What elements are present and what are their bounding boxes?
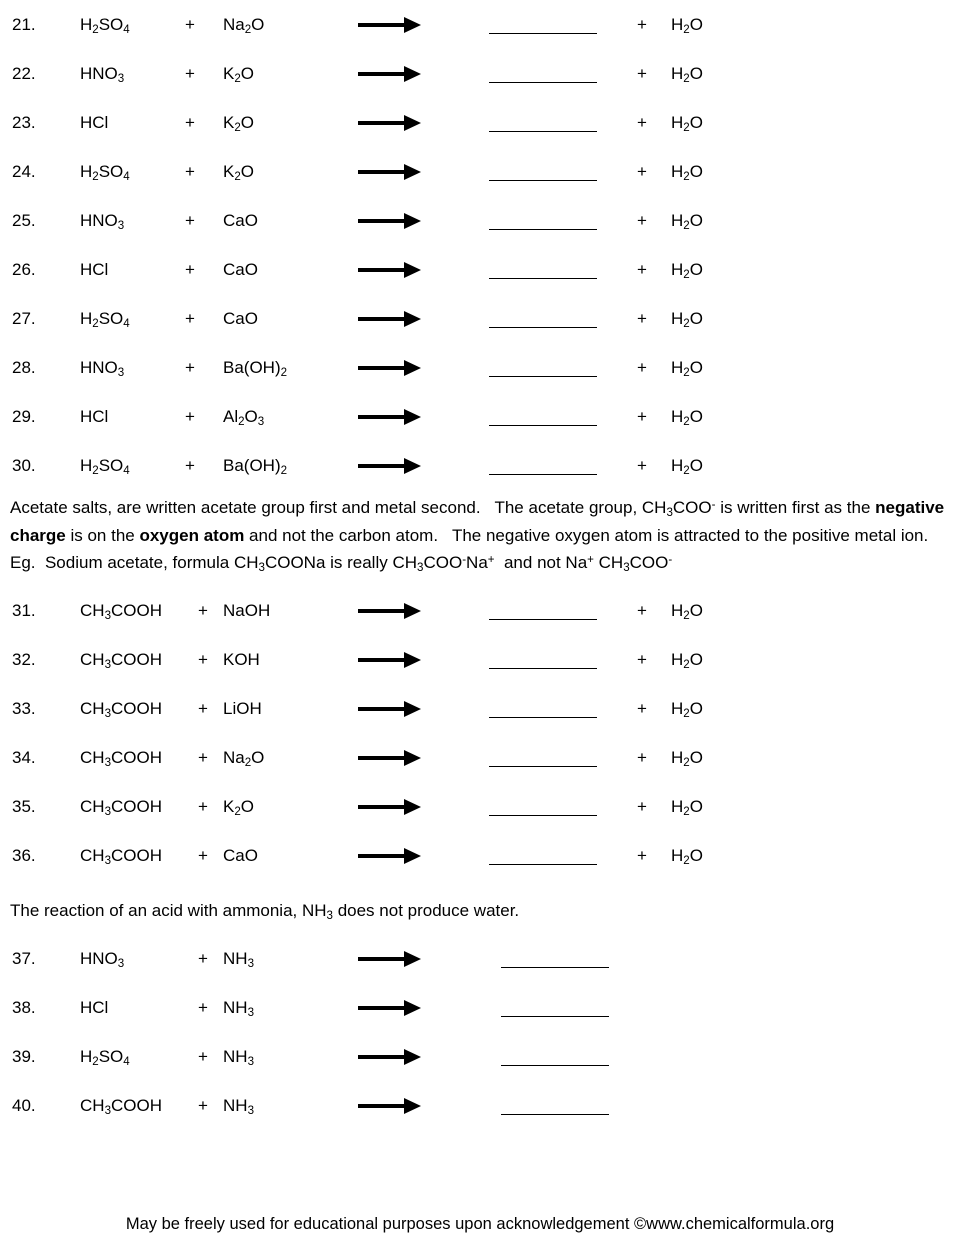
reactant-base: $NH_3$ bbox=[223, 997, 254, 1019]
reactant-acid: HCl bbox=[80, 112, 109, 132]
answer-blank[interactable] bbox=[473, 798, 613, 816]
reactant-acid: $CH_3COOH$ bbox=[80, 1095, 162, 1117]
product-water: $H_2O$ bbox=[671, 63, 703, 85]
equation-row bbox=[8, 587, 952, 636]
acetate-note-sentence-5: the positive metal ion. Eg. Sodium acetate, formula $CH_3COONa$ is really $CH_3COO^-Na^+$ and not Na+ $CH_3COO^-$ bbox=[10, 525, 933, 575]
product-water: $H_2O$ bbox=[671, 357, 703, 379]
reactant-acid: $HNO_3$ bbox=[80, 357, 125, 379]
product-water: $H_2O$ bbox=[671, 650, 703, 672]
answer-blank[interactable] bbox=[473, 847, 613, 865]
arrow-icon bbox=[358, 1001, 422, 1015]
answer-blank[interactable] bbox=[473, 700, 613, 718]
plus-sign: + bbox=[185, 455, 195, 475]
reaction-arrow bbox=[358, 751, 473, 765]
reactant-acid: $HNO_3$ bbox=[80, 948, 125, 970]
plus-sign: + bbox=[185, 357, 195, 377]
arrow-icon bbox=[358, 361, 422, 375]
product-water: $H_2O$ bbox=[671, 455, 703, 477]
reaction-arrow bbox=[358, 952, 473, 966]
reactant-base: CaO bbox=[223, 210, 258, 230]
reaction-arrow bbox=[358, 800, 473, 814]
answer-blank[interactable] bbox=[473, 65, 613, 83]
answer-blank[interactable] bbox=[473, 163, 613, 181]
arrow-icon bbox=[358, 410, 422, 424]
reactant-base: $K_2O$ bbox=[223, 797, 254, 819]
reactant-base: NaOH bbox=[223, 601, 271, 621]
equation-row bbox=[8, 934, 952, 983]
plus-sign: + bbox=[198, 846, 208, 866]
reactant-acid: $H_2SO_4$ bbox=[80, 1046, 130, 1068]
ammonia-note-text: The reaction of an acid with ammonia, $NH_3$ does not produce water. bbox=[10, 900, 520, 922]
equation-row bbox=[8, 636, 952, 685]
equation-row bbox=[8, 147, 952, 196]
equation-number: 26. bbox=[12, 259, 36, 279]
reaction-arrow bbox=[358, 410, 473, 424]
reaction-arrow bbox=[358, 849, 473, 863]
equation-number: 38. bbox=[12, 997, 36, 1017]
equation-number: 28. bbox=[12, 357, 36, 377]
equation-row bbox=[8, 98, 952, 147]
equation-number: 21. bbox=[12, 14, 36, 34]
answer-blank[interactable] bbox=[473, 408, 613, 426]
arrow-icon bbox=[358, 702, 422, 716]
reaction-arrow bbox=[358, 1099, 473, 1113]
plus-sign: + bbox=[198, 1046, 208, 1066]
product-water: $H_2O$ bbox=[671, 259, 703, 281]
equation-number: 25. bbox=[12, 210, 36, 230]
equation-number: 32. bbox=[12, 650, 36, 670]
reactant-acid: $H_2SO_4$ bbox=[80, 455, 130, 477]
plus-sign: + bbox=[637, 63, 647, 83]
plus-sign: + bbox=[637, 797, 647, 817]
reactant-acid: $HNO_3$ bbox=[80, 210, 125, 232]
equation-number: 24. bbox=[12, 161, 36, 181]
reactant-acid: $CH_3COOH$ bbox=[80, 846, 162, 868]
acetate-note-sentence-2: The acetate group, $CH_3COO^-$ is written first as bbox=[494, 498, 843, 520]
product-water: $H_2O$ bbox=[671, 601, 703, 623]
plus-sign: + bbox=[637, 846, 647, 866]
plus-sign: + bbox=[198, 1095, 208, 1115]
answer-blank[interactable] bbox=[473, 999, 641, 1017]
reactant-acid: $H_2SO_4$ bbox=[80, 14, 130, 36]
arrow-icon bbox=[358, 604, 422, 618]
reaction-arrow bbox=[358, 459, 473, 473]
plus-sign: + bbox=[185, 14, 195, 34]
arrow-icon bbox=[358, 751, 422, 765]
plus-sign: + bbox=[637, 748, 647, 768]
reactant-acid: $CH_3COOH$ bbox=[80, 601, 162, 623]
reactant-base: $NH_3$ bbox=[223, 1095, 254, 1117]
plus-sign: + bbox=[198, 699, 208, 719]
equation-row bbox=[8, 294, 952, 343]
equation-section-acetate bbox=[8, 587, 952, 881]
reaction-arrow bbox=[358, 653, 473, 667]
equation-row bbox=[8, 196, 952, 245]
reactant-base: KOH bbox=[223, 650, 260, 670]
product-water: $H_2O$ bbox=[671, 14, 703, 36]
answer-blank[interactable] bbox=[473, 310, 613, 328]
plus-sign: + bbox=[185, 63, 195, 83]
equation-number: 40. bbox=[12, 1095, 36, 1115]
answer-blank[interactable] bbox=[473, 1097, 641, 1115]
plus-sign: + bbox=[198, 948, 208, 968]
arrow-icon bbox=[358, 263, 422, 277]
answer-blank[interactable] bbox=[473, 16, 613, 34]
reaction-arrow bbox=[358, 1001, 473, 1015]
reactant-base: $Ba(OH)_2$ bbox=[223, 455, 288, 477]
equation-section-ammonia bbox=[8, 934, 952, 1130]
equation-row bbox=[8, 1032, 952, 1081]
equation-number: 31. bbox=[12, 601, 36, 621]
reactant-base: CaO bbox=[223, 259, 258, 279]
reaction-arrow bbox=[358, 67, 473, 81]
reactant-acid: HCl bbox=[80, 259, 109, 279]
reactant-base: $K_2O$ bbox=[223, 112, 254, 134]
acetate-note-sentence-1: Acetate salts, are written acetate group first and metal second. bbox=[10, 498, 481, 517]
equation-row bbox=[8, 0, 952, 49]
equation-row bbox=[8, 343, 952, 392]
equation-row bbox=[8, 441, 952, 490]
reaction-arrow bbox=[358, 18, 473, 32]
equation-section-oxides bbox=[8, 0, 952, 490]
equation-number: 33. bbox=[12, 699, 36, 719]
plus-sign: + bbox=[198, 997, 208, 1017]
reaction-arrow bbox=[358, 702, 473, 716]
plus-sign: + bbox=[637, 357, 647, 377]
equation-row bbox=[8, 392, 952, 441]
arrow-icon bbox=[358, 214, 422, 228]
plus-sign: + bbox=[637, 14, 647, 34]
arrow-icon bbox=[358, 849, 422, 863]
arrow-icon bbox=[358, 18, 422, 32]
equation-number: 39. bbox=[12, 1046, 36, 1066]
reactant-acid: HCl bbox=[80, 406, 109, 426]
equation-number: 34. bbox=[12, 748, 36, 768]
plus-sign: + bbox=[637, 650, 647, 670]
plus-sign: + bbox=[637, 601, 647, 621]
equation-row bbox=[8, 734, 952, 783]
equation-row bbox=[8, 832, 952, 881]
plus-sign: + bbox=[198, 650, 208, 670]
equation-number: 29. bbox=[12, 406, 36, 426]
arrow-icon bbox=[358, 653, 422, 667]
reaction-arrow bbox=[358, 165, 473, 179]
answer-blank[interactable] bbox=[473, 359, 613, 377]
arrow-icon bbox=[358, 1099, 422, 1113]
reactant-base: $K_2O$ bbox=[223, 161, 254, 183]
product-water: $H_2O$ bbox=[671, 748, 703, 770]
plus-sign: + bbox=[198, 601, 208, 621]
plus-sign: + bbox=[637, 112, 647, 132]
answer-blank[interactable] bbox=[473, 1048, 641, 1066]
reactant-acid: $CH_3COOH$ bbox=[80, 650, 162, 672]
reaction-arrow bbox=[358, 361, 473, 375]
equation-row bbox=[8, 49, 952, 98]
product-water: $H_2O$ bbox=[671, 699, 703, 721]
product-water: $H_2O$ bbox=[671, 308, 703, 330]
equation-number: 36. bbox=[12, 846, 36, 866]
reactant-acid: $CH_3COOH$ bbox=[80, 748, 162, 770]
equation-number: 23. bbox=[12, 112, 36, 132]
reactant-base: CaO bbox=[223, 308, 258, 328]
product-water: $H_2O$ bbox=[671, 846, 703, 868]
arrow-icon bbox=[358, 1050, 422, 1064]
arrow-icon bbox=[358, 165, 422, 179]
reaction-arrow bbox=[358, 214, 473, 228]
page-footer: May be freely used for educational purposes upon acknowledgement ©www.chemicalformula.org bbox=[125, 1215, 835, 1233]
answer-blank[interactable] bbox=[473, 950, 641, 968]
equation-row bbox=[8, 983, 952, 1032]
answer-blank[interactable] bbox=[473, 602, 613, 620]
equation-row bbox=[8, 245, 952, 294]
arrow-icon bbox=[358, 952, 422, 966]
plus-sign: + bbox=[198, 748, 208, 768]
reaction-arrow bbox=[358, 116, 473, 130]
plus-sign: + bbox=[185, 308, 195, 328]
plus-sign: + bbox=[185, 259, 195, 279]
plus-sign: + bbox=[637, 259, 647, 279]
arrow-icon bbox=[358, 312, 422, 326]
arrow-icon bbox=[358, 459, 422, 473]
plus-sign: + bbox=[637, 308, 647, 328]
reaction-arrow bbox=[358, 1050, 473, 1064]
plus-sign: + bbox=[198, 797, 208, 817]
product-water: $H_2O$ bbox=[671, 406, 703, 428]
answer-blank[interactable] bbox=[473, 457, 613, 475]
plus-sign: + bbox=[637, 406, 647, 426]
reaction-arrow bbox=[358, 263, 473, 277]
reactant-acid: $H_2SO_4$ bbox=[80, 161, 130, 183]
reactant-acid: $CH_3COOH$ bbox=[80, 797, 162, 819]
equation-number: 22. bbox=[12, 63, 36, 83]
plus-sign: + bbox=[185, 161, 195, 181]
reactant-base: $Ba(OH)_2$ bbox=[223, 357, 288, 379]
answer-blank[interactable] bbox=[473, 651, 613, 669]
product-water: $H_2O$ bbox=[671, 161, 703, 183]
reactant-base: $Al_2O_3$ bbox=[223, 406, 265, 428]
equation-number: 37. bbox=[12, 948, 36, 968]
equation-row bbox=[8, 1081, 952, 1130]
reactant-acid: $HNO_3$ bbox=[80, 63, 125, 85]
plus-sign: + bbox=[637, 210, 647, 230]
plus-sign: + bbox=[185, 406, 195, 426]
equation-number: 27. bbox=[12, 308, 36, 328]
acetate-note-sentence-4: The negative oxygen atom is attracted to bbox=[451, 525, 760, 545]
reactant-base: $NH_3$ bbox=[223, 1046, 254, 1068]
equation-row bbox=[8, 783, 952, 832]
plus-sign: + bbox=[185, 210, 195, 230]
reactant-base: CaO bbox=[223, 846, 258, 866]
reactant-base: $Na_2O$ bbox=[223, 14, 265, 36]
reactant-base: $K_2O$ bbox=[223, 63, 254, 85]
reactant-base: LiOH bbox=[223, 699, 262, 719]
answer-blank[interactable] bbox=[473, 212, 613, 230]
equation-row bbox=[8, 685, 952, 734]
arrow-icon bbox=[358, 116, 422, 130]
reaction-arrow bbox=[358, 604, 473, 618]
plus-sign: + bbox=[637, 161, 647, 181]
reactant-acid: $CH_3COOH$ bbox=[80, 699, 162, 721]
arrow-icon bbox=[358, 800, 422, 814]
plus-sign: + bbox=[637, 699, 647, 719]
equation-number: 30. bbox=[12, 455, 36, 475]
product-water: $H_2O$ bbox=[671, 210, 703, 232]
reactant-base: $NH_3$ bbox=[223, 948, 254, 970]
acetate-note-sentence-3: the negative charge is on the oxygen atom and not the carbon atom. bbox=[10, 498, 945, 545]
product-water: $H_2O$ bbox=[671, 797, 703, 819]
reactant-acid: $H_2SO_4$ bbox=[80, 308, 130, 330]
equation-number: 35. bbox=[12, 797, 36, 817]
product-water: $H_2O$ bbox=[671, 112, 703, 134]
plus-sign: + bbox=[185, 112, 195, 132]
reaction-arrow bbox=[358, 312, 473, 326]
reactant-base: $Na_2O$ bbox=[223, 748, 265, 770]
answer-blank[interactable] bbox=[473, 114, 613, 132]
ammonia-note bbox=[8, 891, 952, 925]
answer-blank[interactable] bbox=[473, 749, 613, 767]
answer-blank[interactable] bbox=[473, 261, 613, 279]
acetate-note bbox=[8, 490, 952, 577]
arrow-icon bbox=[358, 67, 422, 81]
plus-sign: + bbox=[637, 455, 647, 475]
reactant-acid: HCl bbox=[80, 997, 109, 1017]
